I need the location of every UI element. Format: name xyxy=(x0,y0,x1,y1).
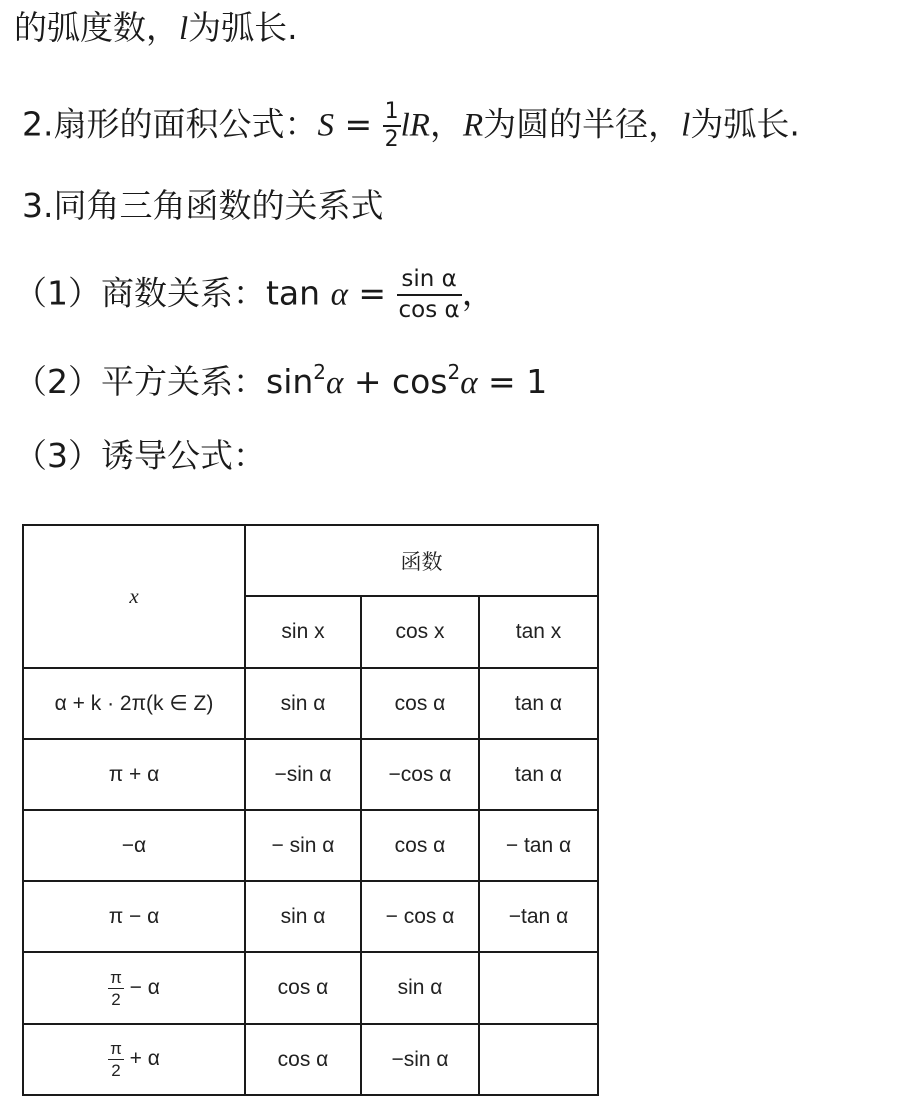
table-cell: tan α xyxy=(479,739,598,810)
table-row xyxy=(23,1024,598,1095)
row-label: α + k · 2π(k ∈ Z) xyxy=(23,668,245,739)
header-x: x xyxy=(23,525,245,668)
table-cell: −cos α xyxy=(361,739,479,810)
pi-over-2-fraction xyxy=(108,1040,124,1079)
plus-cos: + cos xyxy=(343,362,448,401)
sin-over-cos-fraction xyxy=(397,268,462,322)
fraction-denominator: cos α xyxy=(398,297,460,323)
table-cell: sin α xyxy=(245,668,361,739)
pi-over-2-fraction xyxy=(108,969,124,1008)
var-S: S xyxy=(317,107,334,144)
fraction-numerator: sin α xyxy=(397,268,462,296)
square-label: （2）平方关系：sin xyxy=(14,362,314,401)
text-line-1 xyxy=(14,8,298,49)
table-cell: sin α xyxy=(361,952,479,1024)
label-suffix: + α xyxy=(123,1047,160,1071)
fraction-numerator: π xyxy=(110,1039,122,1058)
fraction-denominator: 2 xyxy=(111,989,121,1009)
subheader-sin: sin x xyxy=(245,596,361,668)
subheader-tan: tan x xyxy=(479,596,598,668)
table-row xyxy=(23,952,598,1024)
row-label xyxy=(23,1024,245,1095)
subheader-cos: cos x xyxy=(361,596,479,668)
radius-text: 为圆的半径， xyxy=(483,104,682,144)
sector-area-formula xyxy=(22,101,800,151)
table-cell: −sin α xyxy=(245,739,361,810)
quotient-relation xyxy=(14,268,495,322)
table-cell: cos α xyxy=(361,810,479,881)
equals-sign: = xyxy=(347,273,397,313)
row-label: −α xyxy=(23,810,245,881)
sector-area-label: 2.扇形的面积公式： xyxy=(22,104,318,144)
var-lR: lR xyxy=(400,107,430,144)
var-l: l xyxy=(179,11,189,47)
alpha-symbol: α xyxy=(330,276,348,313)
fraction-numerator: π xyxy=(110,967,122,987)
var-R: R xyxy=(462,107,484,144)
table-cell xyxy=(479,952,598,1024)
induction-formula-heading xyxy=(14,436,266,476)
table-cell: − sin α xyxy=(245,810,361,881)
row-label: π − α xyxy=(23,881,245,952)
table-cell: tan α xyxy=(479,668,598,739)
var-l-2: l xyxy=(681,107,691,144)
comma: ， xyxy=(429,104,463,144)
table-cell xyxy=(479,1024,598,1095)
exponent-2: 2 xyxy=(313,360,327,384)
table-cell: −tan α xyxy=(479,881,598,952)
equals-sign: = xyxy=(334,104,383,144)
table-cell: −sin α xyxy=(361,1024,479,1095)
heading-text: （3）诱导公式： xyxy=(14,436,266,475)
table-cell: cos α xyxy=(361,668,479,739)
table-row xyxy=(23,668,598,739)
table-cell: − tan α xyxy=(479,810,598,881)
fraction-numerator: 1 xyxy=(383,101,401,127)
line-1-text-end: 为弧长. xyxy=(188,8,298,47)
line-1-text: 的弧度数， xyxy=(14,8,179,47)
alpha-symbol: α xyxy=(326,365,344,401)
exponent-2: 2 xyxy=(447,360,461,384)
fraction-one-half xyxy=(383,101,401,151)
label-suffix: − α xyxy=(123,975,160,999)
table-cell: cos α xyxy=(245,1024,361,1095)
induction-formula-table xyxy=(22,524,599,1096)
table-row xyxy=(23,881,598,952)
row-label: π + α xyxy=(23,739,245,810)
table-cell: sin α xyxy=(245,881,361,952)
fraction-denominator: 2 xyxy=(111,1061,121,1080)
heading-text: 3.同角三角函数的关系式 xyxy=(22,186,384,225)
table-row xyxy=(23,810,598,881)
arc-length-text: 为弧长. xyxy=(690,104,800,144)
table-cell: cos α xyxy=(245,952,361,1024)
header-row xyxy=(23,525,598,596)
row-label xyxy=(23,952,245,1024)
header-function: 函数 xyxy=(245,525,598,596)
equals-one: = 1 xyxy=(477,362,548,401)
quotient-label: （1）商数关系：tan xyxy=(14,273,331,313)
comma: ， xyxy=(461,273,495,313)
section-heading-3 xyxy=(22,186,384,226)
square-relation xyxy=(14,352,547,403)
alpha-symbol: α xyxy=(460,365,478,401)
table-row xyxy=(23,739,598,810)
table-cell: − cos α xyxy=(361,881,479,952)
fraction-denominator: 2 xyxy=(384,127,399,152)
